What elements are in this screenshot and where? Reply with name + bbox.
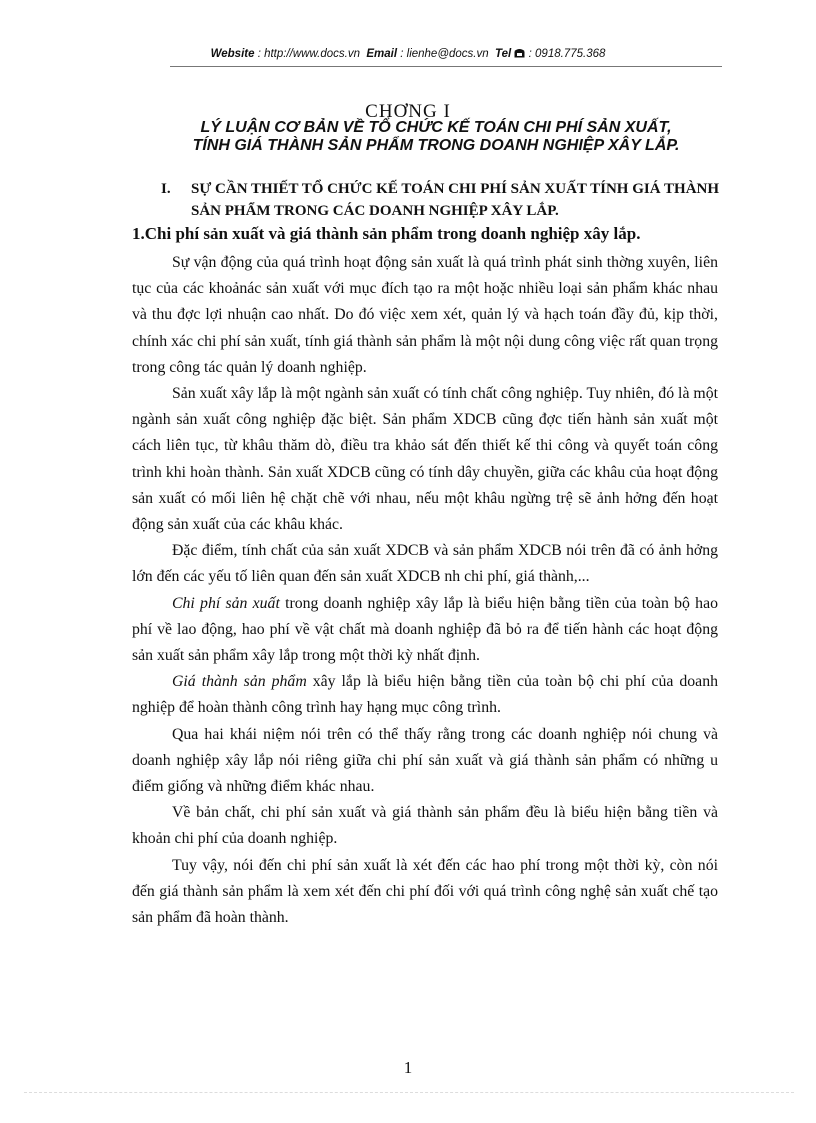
body-text	[132, 250, 718, 931]
page-header	[0, 48, 816, 61]
tel-label: Tel	[495, 48, 512, 60]
website-label: Website	[210, 48, 255, 60]
paragraph-text: trong doanh nghiệp xây lắp là biểu hiện bằng tiền của toàn bộ hao phí về lao động, hao phí về vật chất mà doanh nghiệp đã bỏ ra để tiến hành các hoạt động sản xuất sản phẩm xây lắp trong một thời kỳ nhất định.	[132, 594, 718, 665]
chapter-subtitle-line2: TÍNH GIÁ THÀNH SẢN PHẨM TRONG DOANH NGHIỆP XÂY LẮP.	[192, 137, 680, 154]
chapter-subtitle-line1: LÝ LUẬN CƠ BẢN VỀ TỔ CHỨC KẾ TOÁN CHI PHÍ SẢN XUẤT,	[200, 119, 672, 136]
paragraph	[132, 669, 718, 721]
header-divider	[170, 66, 722, 67]
paragraph	[132, 591, 718, 670]
chapter-subtitle	[0, 119, 816, 155]
subsection-heading: 1.Chi phí sản xuất và giá thành sản phẩm trong doanh nghiệp xây lắp.	[132, 224, 641, 243]
website-url[interactable]: : http://www.docs.vn	[257, 48, 360, 60]
term-gia-thanh-san-pham: Giá thành sản phẩm	[172, 673, 307, 691]
paragraph: Qua hai khái niệm nói trên có thể thấy rằng trong các doanh nghiệp nói chung và doanh nghiệp xây lắp nói riêng giữa chi phí sản xuất và giá thành sản phẩm có những u điểm giống và những điểm khác nhau.	[132, 725, 718, 796]
paragraph: Đặc điểm, tính chất của sản xuất XDCB và sản phẩm XDCB nói trên đã có ảnh hởng lớn đến các yếu tố liên quan đến sản xuất XDCB nh chi phí, giá thành,...	[132, 542, 718, 586]
section-heading	[161, 178, 731, 222]
email-address[interactable]: : lienhe@docs.vn	[400, 48, 489, 60]
term-chi-phi-san-xuat: Chi phí sản xuất	[172, 594, 280, 612]
chapter-title: CHƠNG I	[365, 101, 451, 122]
paragraph-text: xây lắp là biểu hiện bằng tiền của toàn bộ chi phí của doanh nghiệp để hoàn thành công trình hay hạng mục công trình.	[132, 673, 718, 717]
section-number: I.	[161, 181, 171, 197]
paragraph: Về bản chất, chi phí sản xuất và giá thành sản phẩm đều là biểu hiện bằng tiền và khoản chi phí của doanh nghiệp.	[132, 804, 718, 848]
section-title: SỰ CẦN THIẾT TỔ CHỨC KẾ TOÁN CHI PHÍ SẢN XUẤT TÍNH GIÁ THÀNH SẢN PHẨM TRONG CÁC DOANH NGHIỆP XÂY LẮP.	[191, 181, 720, 219]
footer-divider	[24, 1092, 794, 1093]
paragraph: Sản xuất xây lắp là một ngành sản xuất có tính chất công nghiệp. Tuy nhiên, đó là một ngành sản xuất công nghiệp đặc biệt. Sản phẩm XDCB cũng đợc tiến hành sản xuất một cách liên tục, từ khâu thăm dò, điều tra khảo sát đến thiết kế thi công và quyết toán công trình khi hoàn thành. Sản xuất XDCB cũng có tính dây chuyền, giữa các khâu của hoạt động sản xuất có mối liên hệ chặt chẽ với nhau, nếu một khâu ngừng trệ sẽ ảnh hởng đến hoạt động sản xuất của các khâu khác.	[132, 385, 718, 534]
paragraph: Tuy vậy, nói đến chi phí sản xuất là xét đến các hao phí trong một thời kỳ, còn nói đến giá thành sản phẩm là xem xét đến chi phí đối với quá trình công nghệ sản xuất chế tạo sản phẩm đã hoàn thành.	[132, 856, 718, 927]
email-label: Email	[366, 48, 398, 60]
phone-icon	[514, 48, 525, 61]
paragraph: Sự vận động của quá trình hoạt động sản xuất là quá trình phát sinh thờng xuyên, liên tục của các khoảnác sản xuất với mục đích tạo ra một hoặc nhiều loại sản phẩm khác nhau và thu đợc lợi nhuận cao nhất. Do đó việc xem xét, quản lý và hạch toán đầy đủ, kịp thời, chính xác chi phí sản xuất, tính giá thành sản phẩm là một nội dung công việc rất quan trọng trong công tác quản lý doanh nghiệp.	[132, 254, 718, 376]
phone-number: : 0918.775.368	[528, 48, 606, 60]
page-number: 1	[403, 1058, 413, 1077]
